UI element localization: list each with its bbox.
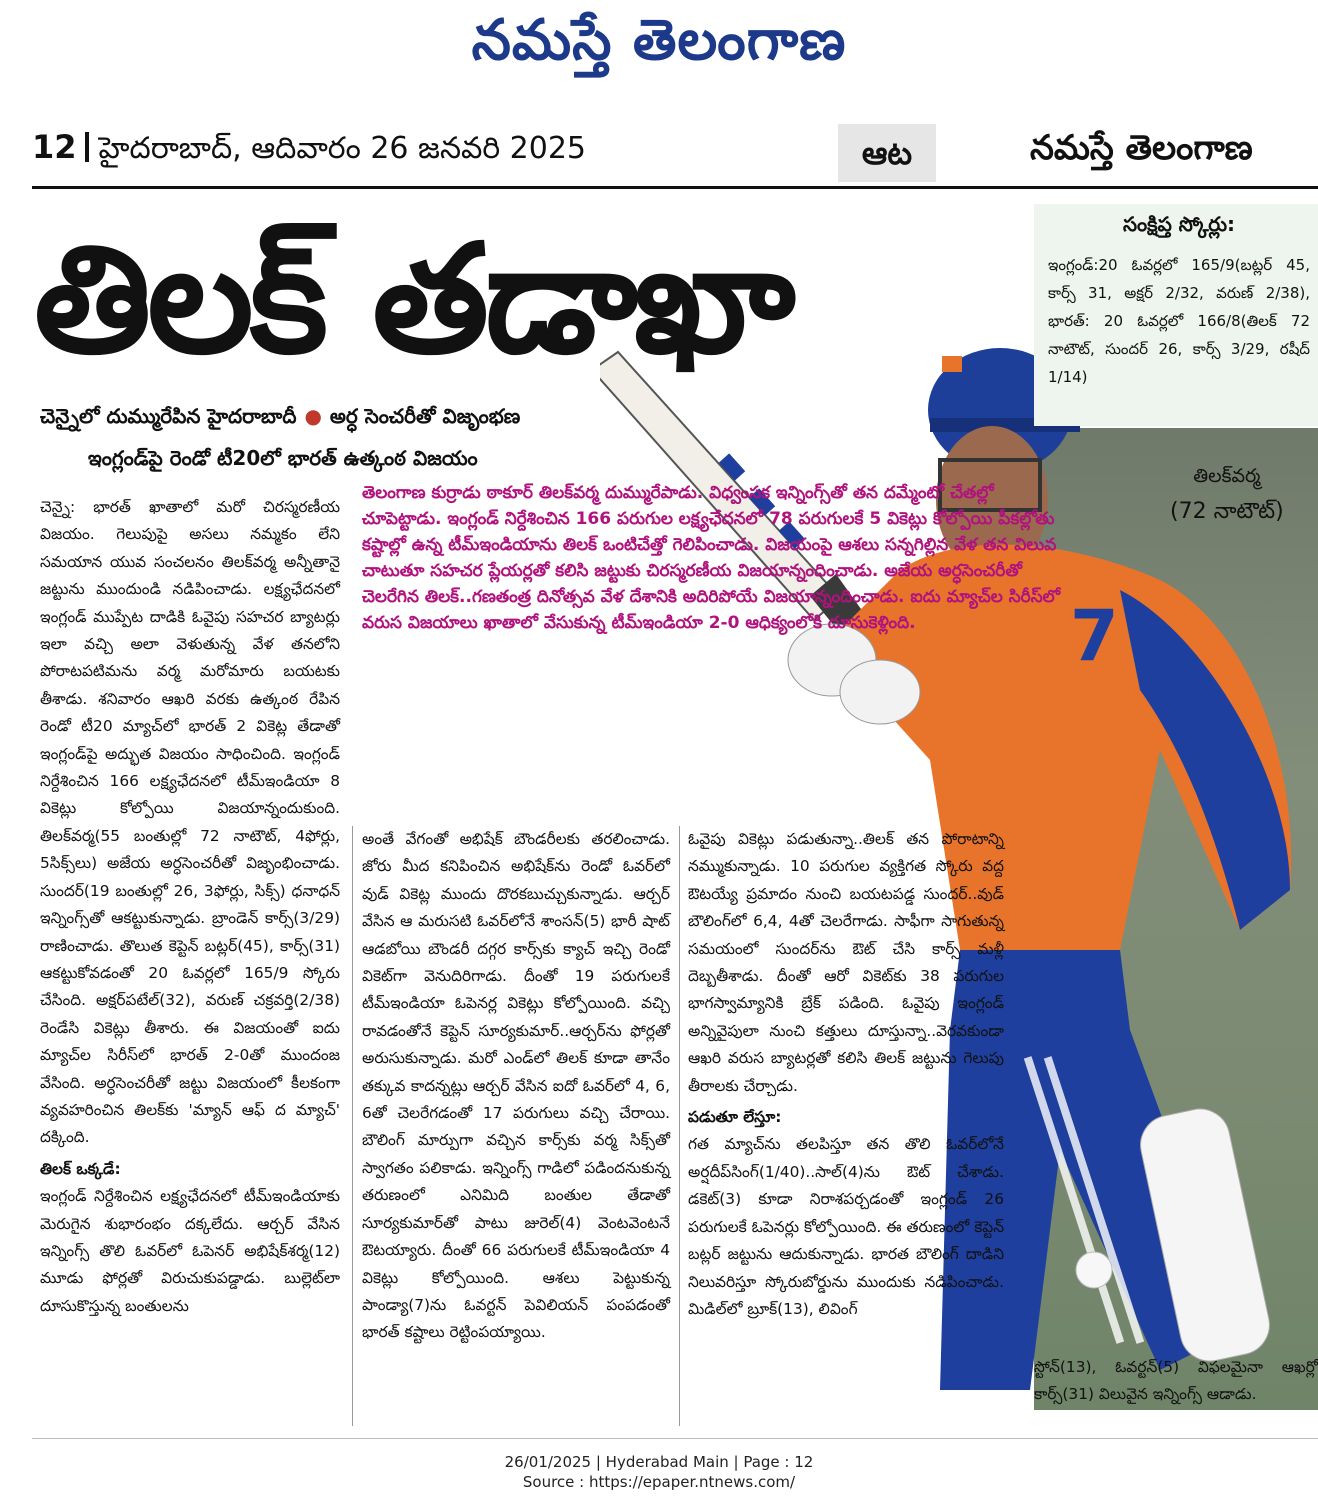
column-divider (352, 826, 353, 1426)
footer (0, 1452, 1318, 1492)
page-number: 12 (32, 128, 77, 166)
dateline-text: హైదరాబాద్, ఆదివారం 26 జనవరి 2025 (98, 131, 587, 166)
scorecard-title: సంక్షిప్త స్కోర్లు: (1123, 212, 1235, 236)
column-1-paragraph-2: ఇంగ్లండ్ నిర్దేశించిన లక్ష్యఛేదనలో టీమ్‌ఇండియాకు మెరుగైన శుభారంభం దక్కలేదు. ఆర్చర్ వేసిన ఇన్నింగ్స్ తొలి ఓవర్‌లో ఓపెనర్ అభిషేక్‌శర్మ(12) మూడు ఫోర్లతో విరుచుకుపడ్డాడు. బుల్లెట్‌లా దూసుకొస్తున్న బంతులను (40, 1187, 340, 1315)
column-divider (679, 826, 680, 1426)
deck-part-a: చెన్నైలో దుమ్మురేపిన హైదరాబాదీ (40, 404, 297, 428)
masthead-logo: నమస్తే తెలంగాణ (471, 8, 847, 73)
article-column-2 (362, 826, 670, 1347)
caption-score: (72 నాటౌట్) (1170, 499, 1284, 524)
glove-icon (840, 660, 920, 724)
subheading-tilak-alone: తిలక్ ఒక్కడే: (40, 1159, 121, 1178)
deck-line-1 (40, 404, 520, 433)
bullet-icon: ● (304, 404, 322, 428)
lead-paragraph: తెలంగాణ కుర్రాడు ఠాకూర్ తిలక్‌వర్మ దుమ్మురేపాడు. విధ్వంసక ఇన్నింగ్స్‌తో తన దమ్మేంటో చేతల్లో చూపెట్టాడు. ఇంగ్లండ్ నిర్దేశించిన 166 పరుగుల లక్ష్యఛేదనలో 78 పరుగులకే 5 వికెట్లు కోల్పోయి పీకల్లోతు కష్టాల్లో ఉన్న టీమ్‌ఇండియాను తిలక్ ఒంటిచేత్తో గెలిపించాడు. విజయంపై ఆశలు సన్నగిల్లిన వేళ తన విలువ చాటుతూ సహచర ప్లేయర్లతో కలిసి జట్టుకు చిరస్మరణీయ విజయాన్నందించాడు. అజేయ అర్ధసెంచరీతో చెలరేగిన తిలక్..గణతంత్ర దినోత్సవ వేళ దేశానికి అదిరిపోయే విజయాన్నందించాడు. ఐదు మ్యాచ్‌ల సిరీస్‌లో వరుస విజయాలు ఖాతాలో వేసుకున్న టీమ్‌ఇండియా 2-0 ఆధిక్యంలోకి దూసుకెళ్లింది. (362, 483, 1061, 633)
article-column-3 (688, 826, 1004, 1323)
footer-edition: 26/01/2025 | Hyderabad Main | Page : 12 (504, 1453, 814, 1471)
headline: తిలక్ తడాఖా (34, 213, 792, 387)
header-rule (32, 186, 1318, 189)
dateline (32, 128, 586, 173)
column-2-paragraph: అంతే వేగంతో అభిషేక్ బౌండరీలకు తరలించాడు. జోరు మీద కనిపించిన అభిషేక్‌ను రెండో ఓవర్‌లో వుడ్ వికెట్ల ముందు దొరకబుచ్చుకున్నాడు. ఆర్చర్ వేసిన ఆ మరుసటి ఓవర్‌లోనే శాంసన్(5) భారీ షాట్ ఆడబోయి బౌండరీ దగ్గర కార్స్‌కు క్యాచ్ ఇచ్చి రెండో వికెట్‌గా వెనుదిరిగాడు. దీంతో 19 పరుగులకే టీమ్‌ఇండియా ఓపెనర్ల వికెట్లు కోల్పోయింది. వచ్చి రావడంతోనే కెప్టెన్ సూర్యకుమార్..ఆర్చర్‌ను ఫోర్లతో అరుసుకున్నాడు. మరో ఎండ్‌లో తిలక్ కూడా తానేం తక్కువ కాదన్నట్లు ఆర్చర్ వేసిన ఐదో ఓవర్‌లో 4, 6, 6తో చెలరేగడంతో 17 పరుగులు వచ్చి చేరాయి. బౌలింగ్ మార్పుగా వచ్చిన కార్స్‌కు వర్మ సిక్స్‌తో స్వాగతం పలికాడు. ఇన్నింగ్స్ గాడిలో పడిందనుకున్న తరుణంలో ఎనిమిది బంతుల తేడాతో సూర్యకుమార్‌తో పాటు జురెల్(4) వెంటవెంటనే ఔటయ్యారు. దీంతో 66 పరుగులకే టీమ్‌ఇండియా 4 వికెట్లు కోల్పోయింది. ఆశలు పెట్టుకున్న పాండ్యా(7)ను ఓవర్టన్ పెవిలియన్ పంపడంతో భారత్ కష్టాలు రెట్టింపయ్యాయి. (362, 830, 670, 1342)
article-column-4 (1034, 1354, 1318, 1409)
subheading-falling-rising: పడుతూ లేస్తూ: (688, 1108, 782, 1127)
photo-caption (1170, 458, 1284, 530)
caption-name: తిలక్‌వర్మ (1193, 465, 1261, 487)
deck-part-b: అర్ధ సెంచరీతో విజృంభణ (329, 404, 521, 428)
scorecard-box (1034, 204, 1318, 426)
dateline-divider (85, 132, 89, 162)
section-label: ఆట (838, 124, 936, 182)
cricket-ball (1076, 1252, 1112, 1288)
brand-logo: నమస్తే తెలంగాణ (1030, 128, 1253, 168)
footer-source: Source : https://epaper.ntnews.com/ (522, 1473, 796, 1491)
deck-line-2: ఇంగ్లండ్‌పై రెండో టీ20లో భారత్ ఉత్కంఠ విజయం (88, 446, 478, 470)
scorecard-body: ఇంగ్లండ్:20 ఓవర్లలో 165/9(బట్లర్ 45, కార్స్ 31, అక్షర్ 2/32, వరుణ్ 2/38), భారత్: 20 ఓవర్లలో 166/8(తిలక్ 72 నాటౌట్, సుందర్ 26, కార్స్ 3/29, రషీద్ 1/14) (1048, 256, 1310, 386)
column-4-paragraph: స్టోన్(13), ఓవర్టన్(5) విఫలమైనా ఆఖర్లో కార్స్(31) విలువైన ఇన్నింగ్స్ ఆడాడు. (1034, 1358, 1318, 1404)
article-column-1 (40, 494, 340, 1320)
column-1-paragraph-1: చెన్నై: భారత్ ఖాతాలో మరో చిరస్మరణీయ విజయం. గెలుపుపై అసలు నమ్మకం లేని సమయాన యువ సంచలనం తిలక్‌వర్మ అన్నీతానై జట్టును ముందుండి నడిపించాడు. లక్ష్యఛేదనలో ఇంగ్లండ్ ముప్పేట దాడికి ఓవైపు సహచర బ్యాటర్లు ఇలా వచ్చి అలా వెళుతున్న వేళ తనలోని పోరాటపటిమను వర్మ మరోమారు బయటకు తీశాడు. శనివారం ఆఖరి వరకు ఉత్కంఠ రేపిన రెండో టీ20 మ్యాచ్‌లో భారత్ 2 వికెట్ల తేడాతో ఇంగ్లండ్‌పై అద్భుత విజయం సాధించింది. ఇంగ్లండ్ నిర్దేశించిన 166 లక్ష్యఛేదనలో టీమ్‌ఇండియా 8 వికెట్లు కోల్పోయి విజయాన్నందుకుంది. తిలక్‌వర్మ(55 బంతుల్లో 72 నాటౌట్, 4ఫోర్లు, 5సిక్స్‌లు) అజేయ అర్ధసెంచరీతో విజృంభించాడు. సుందర్(19 బంతుల్లో 26, 3ఫోర్లు, సిక్స్) ధనాధన్ ఇన్నింగ్స్‌తో ఆకట్టుకున్నాడు. బ్రాండెన్ కార్స్(3/29) రాణించాడు. తొలుత కెప్టెన్ బట్లర్(45), కార్స్(31) ఆకట్టుకోవడంతో 20 ఓవర్లలో 165/9 స్కోరు చేసింది. అక్షర్‌పటేల్(32), వరుణ్ చక్రవర్తి(2/38) రెండేసి వికెట్లు తీశారు. ఈ విజయంతో ఐదు మ్యాచ్‌ల సిరీస్‌లో భారత్ 2-0తో ముందంజ వేసింది. అర్ధసెంచరీతో జట్టు విజయంలో కీలకంగా వ్యవహరించిన తిలక్‌కు 'మ్యాన్ ఆఫ్ ద మ్యాచ్' దక్కింది. (40, 498, 340, 1147)
column-3-paragraph-2: గత మ్యాచ్‌ను తలపిస్తూ తన తొలి ఓవర్‌లోనే అర్షదీప్‌సింగ్(1/40)..సాల్(4)ను ఔట్ చేశాడు. డకెట్(3) కూడా నిరాశపర్చడంతో ఇంగ్లండ్ 26 పరుగులకే ఓపెనర్లు కోల్పోయింది. ఈ తరుణంలో కెప్టెన్ బట్లర్ జట్టును ఆదుకున్నాడు. భారత బౌలింగ్ దాడిని నిలువరిస్తూ స్కోరుబోర్డును ముందుకు నడిపించాడు. మిడిల్‌లో బ్రూక్(13), లివింగ్ (688, 1135, 1004, 1318)
svg-text:7: 7 (1070, 595, 1119, 677)
footer-rule (32, 1438, 1318, 1439)
column-3-paragraph-1: ఓవైపు వికెట్లు పడుతున్నా..తిలక్ తన పోరాటాన్ని నమ్ముకున్నాడు. 10 పరుగుల వ్యక్తిగత స్కోరు వద్ద ఔటయ్యే ప్రమాదం నుంచి బయటపడ్డ సుందర్..వుడ్ బౌలింగ్‌లో 6,4, 4తో చెలరేగాడు. సాఫీగా సాగుతున్న సమయంలో సుందర్‌ను ఔట్ చేసి కార్స్ మళ్లీ దెబ్బతీశాడు. దీంతో ఆరో వికెట్‌కు 38 పరుగుల భాగస్వామ్యానికి బ్రేక్ పడింది. ఓవైపు ఇంగ్లండ్ అన్నివైపులా నుంచి కత్తులు దూస్తున్నా..వెరవకుండా ఆఖరి వరుస బ్యాటర్లతో కలిసి తిలక్ జట్టును గెలుపు తీరాలకు చేర్చాడు. (688, 830, 1004, 1095)
